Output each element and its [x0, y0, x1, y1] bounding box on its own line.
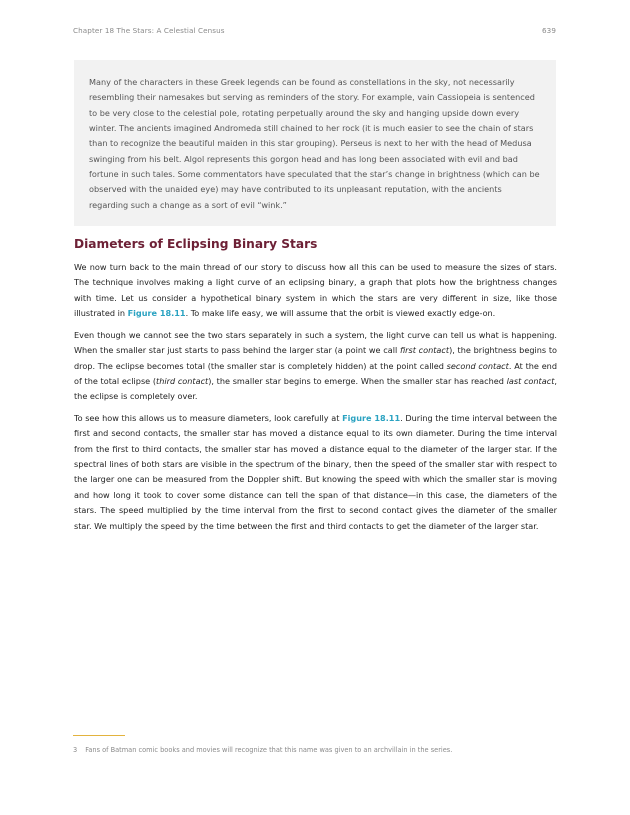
running-header: [73, 26, 556, 35]
footnote-number: 3: [73, 746, 78, 754]
figure-18-11-link-2[interactable]: Figure 18.11: [342, 413, 401, 424]
chapter-title: Chapter 18 The Stars: A Celestial Census: [73, 26, 225, 35]
paragraph-2-text-d: ), the smaller star begins to emerge. When the smaller star has reached: [208, 375, 507, 386]
footnote: [73, 746, 452, 754]
paragraph-1-text-b: . To make life easy, we will assume that the orbit is viewed exactly edge-on.: [185, 308, 496, 319]
term-third-contact: third contact: [156, 375, 209, 386]
paragraph-3-text-b: . During the time interval between the first and second contacts, the smaller star has moved a distance equal to its own diameter. During the time interval from the first to third contacts, the smaller star has moved a distance equal to the diameter of the larger star. If the spectral lines of both stars are visible in the spectrum of the binary, then the speed of the smaller star with respect to the larger one can be measured from the Doppler shift. But knowing the speed with which the smaller star is moving and how long it took to cover some distance can tell the span of that distance—in this case, the diameters of the stars. The speed multiplied by the time interval from the first to second contact gives the diameter of the smaller star. We multiply the speed by the time between the first and third contacts to get the diameter of the larger star.: [74, 413, 557, 531]
term-second-contact: second contact: [446, 360, 509, 371]
paragraph-2-text-c: . At the end of the total eclipse (: [74, 360, 557, 386]
term-first-contact: first contact: [399, 345, 450, 356]
footnote-divider: [73, 735, 125, 736]
paragraph-1-text-a: We now turn back to the main thread of our story to discuss how all this can be used to measure the sizes of stars. The technique involves making a light curve of an eclipsing binary, a graph that plots how the brightness changes with time. Let us consider a hypothetical binary system in which the stars are very different in size, like those illustrated in: [74, 262, 557, 319]
paragraph-1: [74, 260, 557, 321]
paragraph-2: [74, 328, 557, 405]
paragraph-3: [74, 411, 557, 534]
paragraph-2-text-a: Even though we cannot see the two stars separately in such a system, the light curve can tell us what is happening. When the smaller star just starts to pass behind the larger star (a point we call: [74, 329, 557, 356]
paragraph-2-text-b: ), the brightness begins to drop. The eclipse becomes total (the smaller star is completely hidden) at the point called: [74, 345, 558, 371]
paragraph-2-text-e: , the eclipse is completely over.: [74, 375, 557, 402]
body-text: [74, 260, 557, 540]
feature-box: [74, 60, 556, 226]
figure-18-11-link[interactable]: Figure 18.11: [127, 308, 186, 319]
section-title: Diameters of Eclipsing Binary Stars: [74, 237, 318, 251]
term-last-contact: last contact: [506, 375, 555, 386]
page-number: 639: [541, 26, 556, 35]
feature-box-text: Many of the characters in these Greek legends can be found as constellations in the sky, not necessarily resembling their namesakes but serving as reminders of the story. For example, vain Cassiopeia is sentenced to be very close to the celestial pole, rotating perpetually around the sky and hanging upside down every winter. The ancients imagined Andromeda still chained to her rock (it is much easier to see the chain of stars than to recognize the beautiful maiden in this star grouping). Perseus is next to her with the head of Medusa swinging from his belt. Algol represents this gorgon head and has long been associated with evil and bad fortune in such tales. Some commentators have speculated that the star’s change in brightness (which can be observed with the unaided eye) may have contributed to its unpleasant reputation, with the ancients regarding such a change as a sort of evil “wink.”: [89, 77, 540, 210]
paragraph-3-text-a: To see how this allows us to measure diameters, look carefully at: [74, 413, 343, 424]
footnote-text: Fans of Batman comic books and movies will recognize that this name was given to an archvillain in the series.: [85, 746, 453, 754]
